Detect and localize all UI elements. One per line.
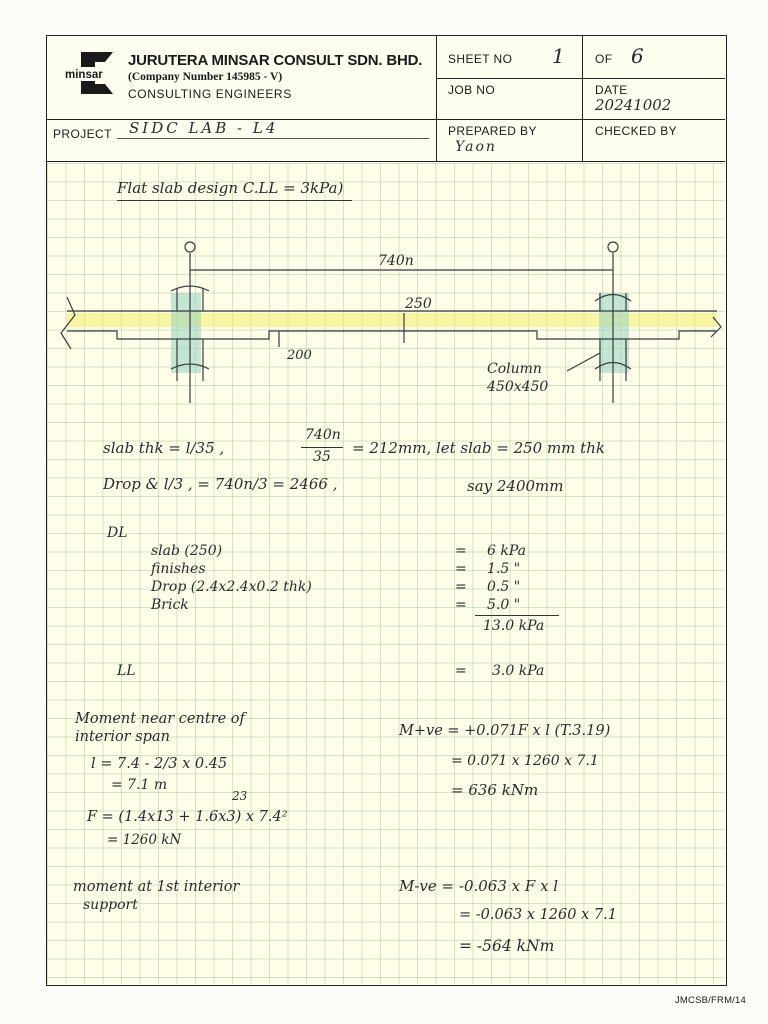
- dl-item-eq: =: [455, 543, 467, 559]
- project-underline: [117, 138, 429, 139]
- dl-item-value: 1.5 ": [487, 561, 521, 577]
- header-col-divider-2: [582, 36, 583, 162]
- dl-total: 13.0 kPa: [483, 618, 545, 634]
- sheet-no-value: 1: [552, 44, 565, 68]
- ll-value: 3.0 kPa: [492, 663, 545, 679]
- dl-item-eq: =: [455, 597, 467, 613]
- total-load-calc: F = (1.4x13 + 1.6x3) x 7.4²: [87, 809, 288, 825]
- ll-eq: =: [455, 663, 467, 679]
- moment-support-title: moment at 1st interior: [73, 879, 240, 895]
- dl-item-eq: =: [455, 579, 467, 595]
- load-factor-note: 23: [232, 789, 248, 803]
- drop-width-say: say 2400mm: [467, 477, 564, 495]
- dl-label: DL: [107, 525, 128, 541]
- fraction-bar: [301, 447, 343, 448]
- slab-thk-text: slab thk = l/35 ,: [103, 439, 225, 457]
- moment-centre-subtitle: interior span: [75, 729, 170, 745]
- logo-text: minsar: [65, 69, 103, 81]
- dl-total-underline: [475, 615, 559, 616]
- moment-support-subtitle: support: [83, 897, 138, 913]
- company-number: (Company Number 145985 - V): [128, 71, 283, 83]
- of-label: OF: [595, 52, 613, 66]
- dl-item-value: 5.0 ": [487, 597, 521, 613]
- span-fraction-den: 35: [313, 449, 331, 465]
- column-highlight-left: [171, 293, 201, 373]
- dl-item-name: slab (250): [151, 543, 223, 559]
- effective-span-result: = 7.1 m: [111, 777, 168, 793]
- drop-width-text: Drop & l/3 , = 740n/3 = 2466 ,: [103, 475, 338, 493]
- span-dimension: 740n: [378, 253, 414, 269]
- company-subtitle: CONSULTING ENGINEERS: [128, 87, 292, 101]
- date-label: DATE: [595, 83, 628, 97]
- dl-item-eq: =: [455, 561, 467, 577]
- minsar-logo: [55, 50, 125, 96]
- column-highlight-right: [599, 293, 629, 373]
- positive-moment-result: = 636 kNm: [451, 781, 539, 799]
- project-label: PROJECT: [53, 127, 112, 141]
- checked-by-label: CHECKED BY: [595, 124, 678, 138]
- column-size: 450x450: [487, 379, 549, 395]
- header-col-divider: [436, 36, 437, 162]
- dl-item-name: Brick: [151, 597, 189, 613]
- slab-section-sketch: [47, 163, 725, 423]
- negative-moment-calc: = -0.063 x 1260 x 7.1: [459, 907, 617, 923]
- dl-item-name: Drop (2.4x2.4x0.2 thk): [151, 579, 312, 595]
- positive-moment-formula: M+ve = +0.071F x l (T.3.19): [399, 723, 611, 739]
- job-no-label: JOB NO: [448, 83, 496, 97]
- slab-thk-result: = 212mm, let slab = 250 mm thk: [352, 439, 605, 457]
- span-fraction-num: 740n: [305, 427, 341, 443]
- negative-moment-formula: M-ve = -0.063 x F x l: [399, 877, 559, 895]
- negative-moment-result: = -564 kNm: [459, 937, 555, 955]
- sketch-title: Flat slab design C.LL = 3kPa): [117, 179, 344, 197]
- sheet-no-label: SHEET NO: [448, 52, 513, 66]
- company-name: JURUTERA MINSAR CONSULT SDN. BHD.: [128, 52, 423, 69]
- drop-depth: 200: [287, 348, 312, 363]
- total-load-result: = 1260 kN: [107, 832, 182, 848]
- project-value: SIDC LAB - L4: [129, 119, 279, 137]
- calculation-sheet: [46, 35, 727, 986]
- effective-span-calc: l = 7.4 - 2/3 x 0.45: [91, 756, 228, 772]
- form-code: JMCSB/FRM/14: [674, 995, 746, 1006]
- dl-item-value: 6 kPa: [487, 543, 526, 559]
- prepared-by-value: Yaon: [455, 139, 497, 155]
- graph-paper: [47, 163, 725, 984]
- column-label: Column: [487, 361, 542, 377]
- moment-centre-title: Moment near centre of: [75, 711, 245, 727]
- date-value: 20241002: [595, 96, 672, 114]
- positive-moment-calc: = 0.071 x 1260 x 7.1: [451, 753, 599, 769]
- dl-item-name: finishes: [151, 561, 206, 577]
- header-row-divider: [436, 78, 725, 79]
- prepared-by-label: PREPARED BY: [448, 124, 537, 138]
- of-value: 6: [631, 44, 644, 68]
- slab-depth: 250: [405, 296, 432, 312]
- ll-label: LL: [117, 663, 136, 679]
- dl-item-value: 0.5 ": [487, 579, 521, 595]
